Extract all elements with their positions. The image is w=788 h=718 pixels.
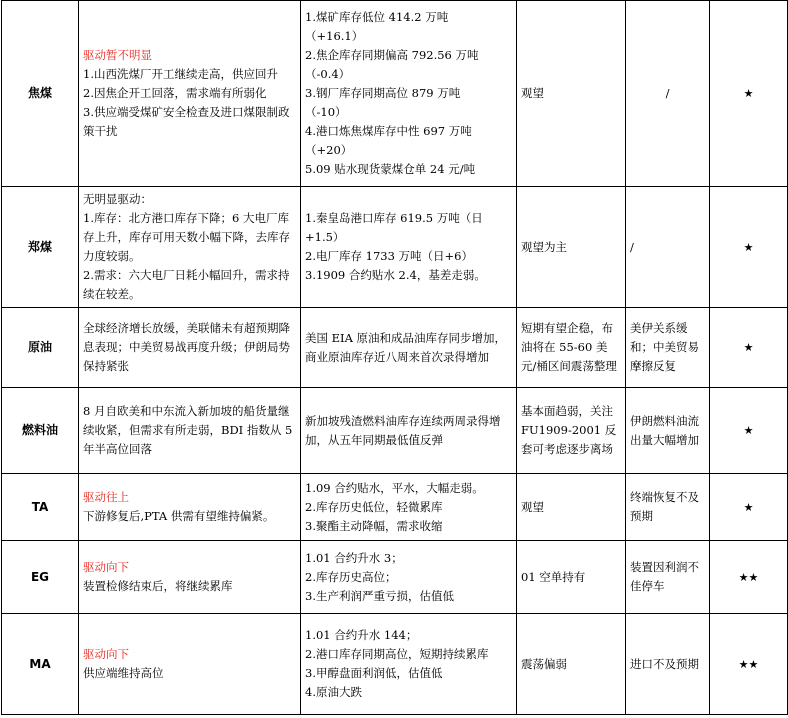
driver-line: 驱动向下 — [83, 647, 129, 661]
strategy-cell — [517, 388, 626, 474]
data-line: 2.库存历史低位，轻微累库 — [305, 499, 443, 514]
risk-line: 美伊关系缓和；中美贸易摩擦反复 — [630, 321, 699, 373]
strategy-line: 震荡偏弱 — [521, 656, 567, 671]
risk-cell — [626, 308, 710, 388]
data-line: 1.01 合约升水 3； — [305, 550, 403, 565]
data-line: 2.电厂库存 1733 万吨（日+6） — [305, 249, 474, 263]
data-line: 5.09 贴水现货蒙煤仓单 24 元/吨 — [305, 162, 476, 176]
data-line: 3.钢厂库存同期高位 879 万吨 — [305, 86, 461, 100]
data-line: 2.港口库存同期高位，短期持续累库 — [305, 647, 489, 661]
risk-line: 进口不及预期 — [630, 656, 699, 671]
driver-line: 驱动往上 — [83, 490, 129, 504]
commodity-name: TA — [2, 474, 79, 541]
strategy-cell — [517, 187, 626, 308]
risk-line: 装置因利润不佳停车 — [630, 560, 699, 593]
driver-cell — [79, 1, 301, 187]
rating-stars: ★ — [710, 474, 788, 541]
strategy-line: 观望为主 — [521, 239, 567, 254]
driver-cell — [79, 388, 301, 474]
data-line: 新加坡残渣燃料油库存连续两周录得增加，从五年同期最低值反弹 — [305, 413, 501, 447]
risk-line: 伊朗燃料油流出量大幅增加 — [630, 413, 699, 447]
risk-cell — [626, 1, 710, 187]
driver-line: 供应端维持高位 — [83, 666, 164, 680]
data-line: 3.甲醇盘面利润低，估值低 — [305, 666, 443, 680]
driver-line: 1.库存：北方港口库存下降；6 大电厂库存上升，库存可用天数小幅下降，去库存力度较弱。 — [83, 211, 290, 263]
data-cell — [301, 474, 517, 541]
data-line: 3.生产利润严重亏损，估值低 — [305, 588, 454, 603]
strategy-cell — [517, 474, 626, 541]
table-row — [2, 388, 788, 474]
table-row — [2, 474, 788, 541]
driver-line: 3.供应端受煤矿安全检查及进口煤限制政策干扰 — [83, 105, 290, 138]
data-line: 1.09 合约贴水，平水，大幅走弱。 — [305, 480, 484, 495]
data-cell — [301, 308, 517, 388]
data-cell — [301, 388, 517, 474]
driver-cell — [79, 187, 301, 308]
table-row — [2, 614, 788, 715]
driver-cell — [79, 308, 301, 388]
driver-line: 全球经济增长放缓，美联储未有超预期降息表现；中美贸易战再度升级；伊朗局势保持紧张 — [83, 321, 290, 373]
table-row — [2, 541, 788, 614]
driver-line: 驱动暂不明显 — [83, 48, 152, 62]
rating-stars: ★ — [710, 187, 788, 308]
risk-line: / — [665, 86, 670, 100]
data-line: 2.库存历史高位； — [305, 569, 397, 584]
strategy-cell — [517, 1, 626, 187]
commodity-name: 原油 — [2, 308, 79, 388]
risk-cell — [626, 614, 710, 715]
data-line: （-0.4） — [305, 67, 351, 81]
data-line: 1.秦皇岛港口库存 619.5 万吨（日+1.5） — [305, 211, 483, 244]
commodity-name: MA — [2, 614, 79, 715]
data-line: （-10） — [305, 105, 347, 119]
driver-cell — [79, 541, 301, 614]
data-line: 1.煤矿库存低位 414.2 万吨 — [305, 10, 449, 24]
rating-stars: ★ — [710, 1, 788, 187]
strategy-line: 01 空单持有 — [521, 569, 586, 584]
data-line: 1.01 合约升水 144； — [305, 628, 418, 642]
rating-stars: ★★ — [710, 614, 788, 715]
data-line: （+20） — [305, 143, 353, 157]
risk-line: / — [630, 239, 634, 254]
data-cell — [301, 187, 517, 308]
risk-cell — [626, 474, 710, 541]
strategy-line: 观望 — [521, 86, 544, 100]
risk-cell — [626, 388, 710, 474]
commodity-name: EG — [2, 541, 79, 614]
risk-line: 终端恢复不及预期 — [630, 490, 699, 523]
driver-line: 2.需求：六大电厂日耗小幅回升，需求持续在较差。 — [83, 268, 290, 301]
data-line: 4.原油大跌 — [305, 685, 362, 699]
driver-line: 下游修复后,PTA 供需有望维持偏紧。 — [83, 509, 275, 523]
data-line: （+16.1） — [305, 29, 364, 43]
risk-cell — [626, 187, 710, 308]
commodity-name: 燃料油 — [2, 388, 79, 474]
driver-cell — [79, 474, 301, 541]
driver-cell — [79, 614, 301, 715]
commodity-table — [1, 0, 788, 715]
table-row — [2, 1, 788, 187]
driver-line: 无明显驱动： — [83, 192, 152, 206]
data-cell — [301, 541, 517, 614]
strategy-cell — [517, 541, 626, 614]
table-row — [2, 187, 788, 308]
strategy-cell — [517, 308, 626, 388]
data-line: 2.焦企库存同期偏高 792.56 万吨 — [305, 48, 479, 62]
data-cell — [301, 1, 517, 187]
data-line: 3.聚酯主动降幅，需求收缩 — [305, 518, 443, 533]
data-line: 美国 EIA 原油和成品油库存同步增加，商业原油库存近八周来首次录得增加 — [305, 330, 507, 364]
data-line: 4.港口炼焦煤库存中性 697 万吨 — [305, 124, 472, 138]
rating-stars: ★★ — [710, 541, 788, 614]
data-cell — [301, 614, 517, 715]
rating-stars: ★ — [710, 388, 788, 474]
strategy-line: 基本面趋弱，关注 FU1909-2001 反套可考虑逐步离场 — [521, 404, 617, 456]
driver-line: 驱动向下 — [83, 560, 129, 574]
commodity-name: 焦煤 — [2, 1, 79, 187]
driver-line: 装置检修结束后，将继续累库 — [83, 579, 233, 593]
strategy-cell — [517, 614, 626, 715]
risk-cell — [626, 541, 710, 614]
rating-stars: ★ — [710, 308, 788, 388]
strategy-line: 短期有望企稳，布油将在 55-60 美元/桶区间震荡整理 — [521, 321, 617, 373]
data-line: 3.1909 合约贴水 2.4，基差走弱。 — [305, 268, 486, 282]
table-row — [2, 308, 788, 388]
driver-line: 8 月自欧美和中东流入新加坡的船货量继续收紧，但需求有所走弱，BDI 指数从 5 年半高位回落 — [83, 404, 293, 456]
driver-line: 2.因焦企开工回落，需求端有所弱化 — [83, 86, 267, 100]
driver-line: 1.山西洗煤厂开工继续走高，供应回升 — [83, 67, 278, 81]
strategy-line: 观望 — [521, 499, 544, 514]
commodity-name: 郑煤 — [2, 187, 79, 308]
